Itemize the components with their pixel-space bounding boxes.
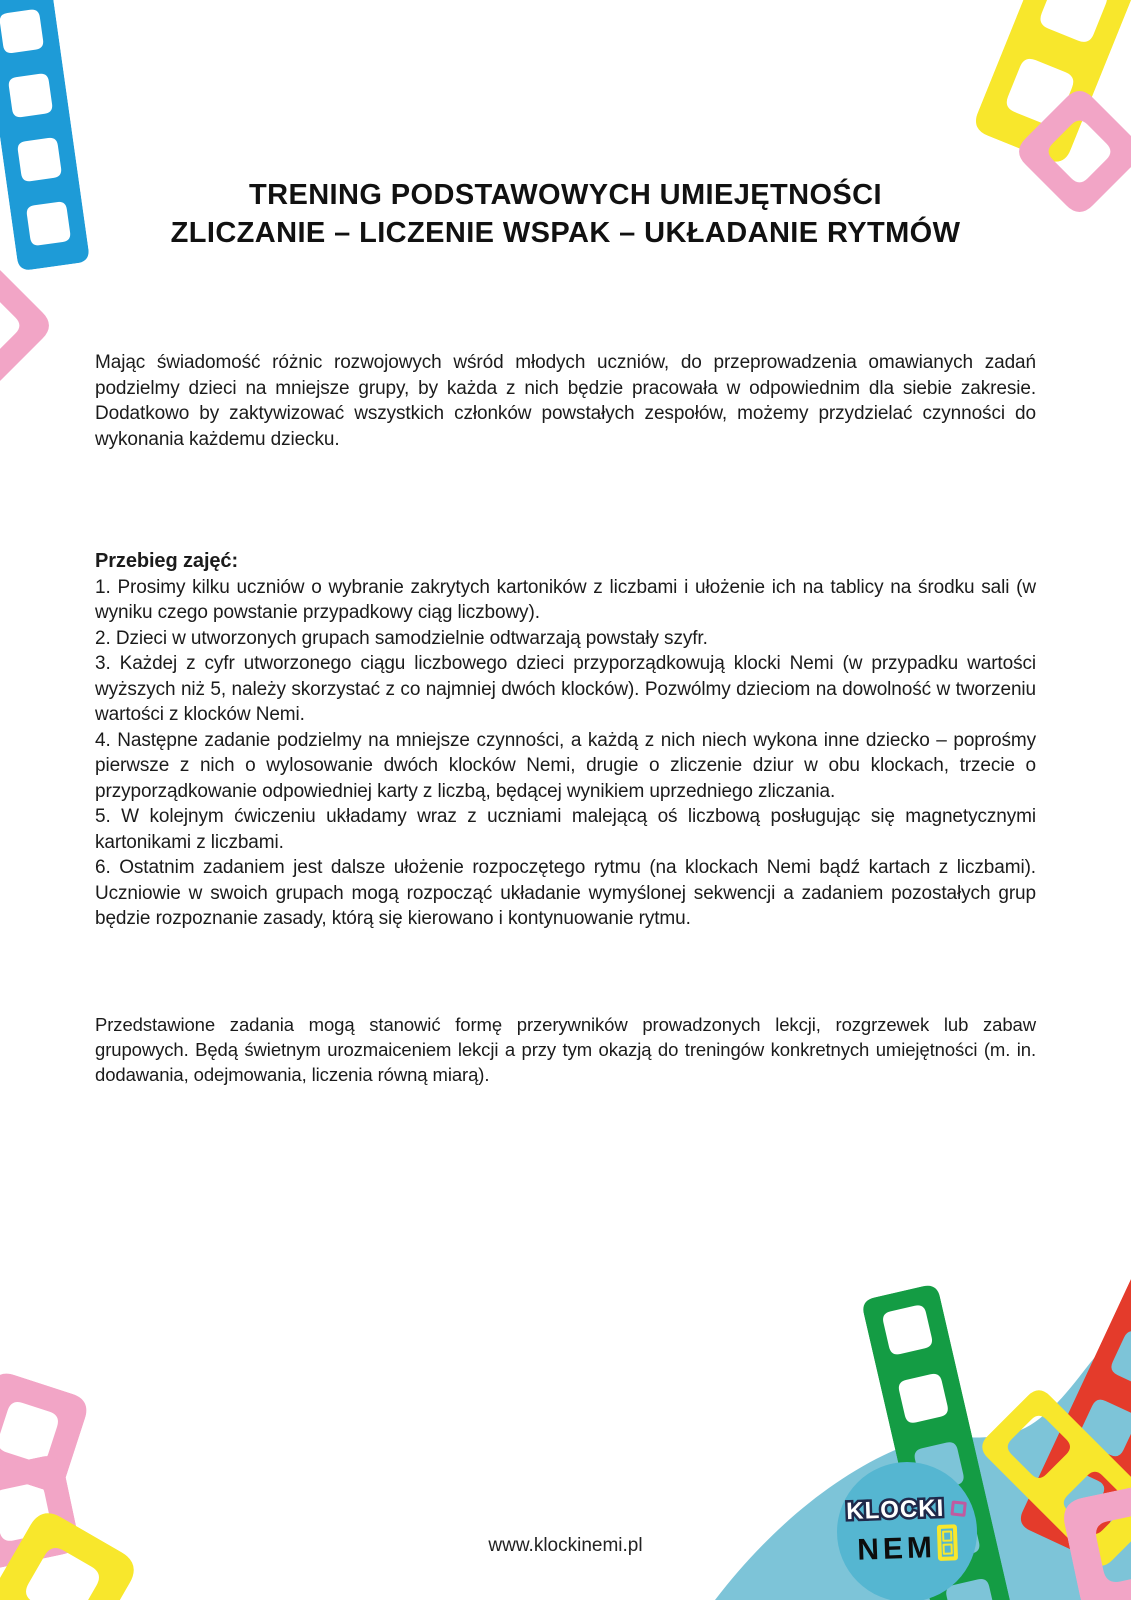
lesson-steps-section [95,549,1036,932]
step-item-1: 1. Prosimy kilku uczniów o wybranie zakrytych kartoników z liczbami i ułożenie ich na tablicy na środku sali (w wyniku czego powstanie przypadkowy ciąg liczbowy). [95,576,1036,623]
intro-paragraph: Mając świadomość różnic rozwojowych wśród młodych uczniów, do przeprowadzenia omawianych zadań podzielmy dzieci na mniejsze grupy, by każda z nich będzie pracowała w odpowiednim dla siebie zakresie. Dodatkowo by zaktywizować wszystkich członków powstałych zespołów, możemy przydzielać czynności do wykonania każdemu dziecku. [95,352,1036,450]
step-item-4: 4. Następne zadanie podzielmy na mniejsze czynności, a każdą z nich niech wykona inne dziecko – poprośmy pierwsze z nich o wylosowanie dwóch klocków Nemi, drugie o zliczenie dziur w obu klockach, trzecie o przyporządkowanie odpowiedniej karty z liczbą, będącej wynikiem uprzedniego zliczania. [95,729,1036,802]
website-link[interactable]: www.klockinemi.pl [488,1535,643,1556]
page-title-line2: ZLICZANIE – LICZENIE WSPAK – UKŁADANIE RYTMÓW [170,217,961,249]
outro-paragraph: Przedstawione zadania mogą stanowić formę przerywników prowadzonych lekcji, rozgrzewek lub zabaw grupowych. Będą świetnym urozmaiceniem lekcji a przy tym okazją do treningów konkretnych umiejętności (m. in. dodawania, odejmowania, liczenia równą miarą). [95,1014,1036,1085]
pink-single-block-icon [0,258,56,392]
logo-word-nem: NEM [856,1531,937,1567]
page-title-line1: TRENING PODSTAWOWYCH UMIEJĘTNOŚCI [249,179,882,211]
blue-ladder-block-icon [0,0,90,271]
logo-circle [837,1462,977,1600]
page-title [95,176,1036,252]
pink-square-icon [950,1500,966,1516]
logo-word-klocki: KLOCKI [845,1494,945,1526]
klocki-nemi-logo [836,1494,978,1569]
footer [95,1535,1036,1557]
step-item-5: 5. W kolejnym ćwiczeniu układamy wraz z uczniami malejącą oś liczbową posługując się magnetycznymi kartonikami z liczbami. [95,806,1036,853]
section-heading: Przebieg zajęć: [95,550,239,572]
step-item-2: 2. Dzieci w utworzonych grupach samodzielnie odtwarzają powstały szyfr. [95,627,708,649]
step-item-3: 3. Każdej z cyfr utworzonego ciągu liczbowego dzieci przyporządkowują klocki Nemi (w przypadku wartości wyższych niż 5, należy skorzystać z co najmniej dwóch klocków). Pozwólmy dzieciom na dowolność w tworzeniu wartości z klocków Nemi. [95,653,1036,725]
step-item-6: 6. Ostatnim zadaniem jest dalsze ułożenie rozpoczętego rytmu (na klockach Nemi bądź kartach z liczbami). Uczniowie w swoich grupach mogą rozpocząć układanie wymyślonej sekwencji a zadaniem pozostałych grup będzie rozpoznanie zasady, którą się kierowano i kontynuowanie rytmu. [95,857,1036,929]
